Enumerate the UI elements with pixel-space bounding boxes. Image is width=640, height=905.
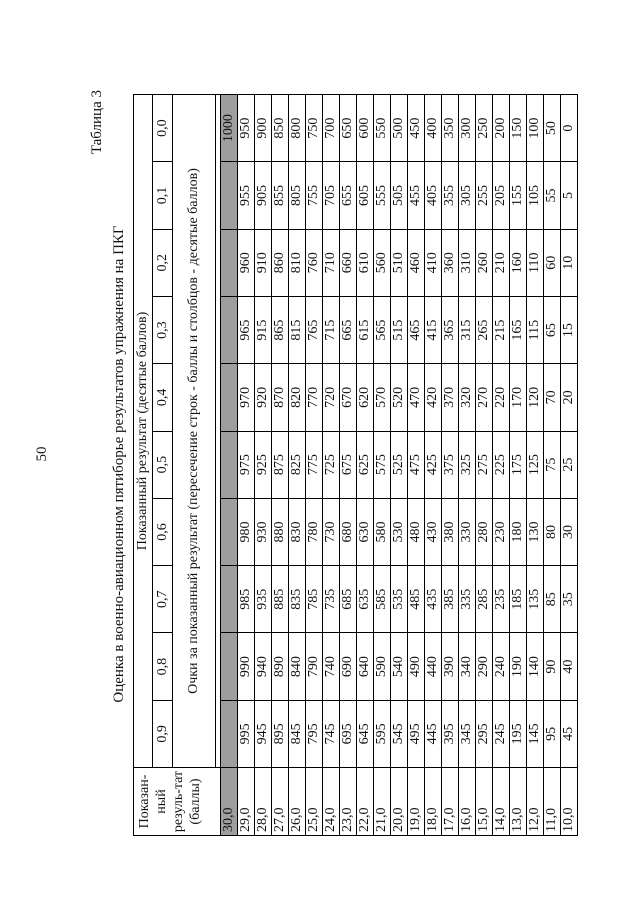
- points-cell: 680: [340, 498, 357, 565]
- row-score-cell: 13,0: [510, 768, 527, 836]
- points-cell: 25: [561, 431, 578, 498]
- points-cell: 650: [340, 95, 357, 162]
- table-row: [459, 95, 476, 836]
- points-cell: 465: [408, 296, 425, 363]
- row-score-cell: 28,0: [255, 768, 272, 836]
- row-score-cell: 29,0: [238, 768, 255, 836]
- points-cell: 645: [357, 700, 374, 767]
- points-cell: 590: [374, 633, 391, 700]
- points-cell: 220: [493, 364, 510, 431]
- row-score-cell: 21,0: [374, 768, 391, 836]
- points-cell: 740: [323, 633, 340, 700]
- points-cell: 790: [306, 633, 323, 700]
- points-cell: 710: [323, 229, 340, 296]
- points-cell: [221, 162, 238, 229]
- points-cell: 50: [544, 95, 561, 162]
- table-row: [561, 95, 578, 836]
- points-cell: 945: [255, 700, 272, 767]
- points-cell: 660: [340, 229, 357, 296]
- points-cell: 400: [425, 95, 442, 162]
- points-cell: 600: [357, 95, 374, 162]
- points-cell: 1000: [221, 95, 238, 162]
- points-cell: 485: [408, 566, 425, 633]
- points-cell: 135: [527, 566, 544, 633]
- points-cell: 880: [272, 498, 289, 565]
- points-cell: 545: [391, 700, 408, 767]
- table-row: [255, 95, 272, 836]
- points-cell: 540: [391, 633, 408, 700]
- points-cell: 260: [476, 229, 493, 296]
- points-cell: 365: [442, 296, 459, 363]
- table-row: [493, 95, 510, 836]
- column-header: 0,0: [153, 95, 173, 162]
- table-row: [323, 95, 340, 836]
- points-cell: 985: [238, 566, 255, 633]
- points-cell: 830: [289, 498, 306, 565]
- points-cell: 350: [442, 95, 459, 162]
- points-cell: 60: [544, 229, 561, 296]
- points-cell: 665: [340, 296, 357, 363]
- row-score-cell: 17,0: [442, 768, 459, 836]
- points-cell: 105: [527, 162, 544, 229]
- rotated-table-block: [85, 84, 576, 844]
- points-cell: 115: [527, 296, 544, 363]
- points-cell: 725: [323, 431, 340, 498]
- points-cell: 770: [306, 364, 323, 431]
- points-cell: 70: [544, 364, 561, 431]
- points-cell: [221, 431, 238, 498]
- points-cell: 475: [408, 431, 425, 498]
- points-cell: 935: [255, 566, 272, 633]
- points-cell: 15: [561, 296, 578, 363]
- points-cell: 75: [544, 431, 561, 498]
- points-cell: 130: [527, 498, 544, 565]
- points-cell: 705: [323, 162, 340, 229]
- points-cell: 780: [306, 498, 323, 565]
- points-cell: 915: [255, 296, 272, 363]
- row-score-cell: 26,0: [289, 768, 306, 836]
- points-cell: 895: [272, 700, 289, 767]
- points-cell: 35: [561, 566, 578, 633]
- table-row: [425, 95, 442, 836]
- points-cell: 965: [238, 296, 255, 363]
- table-row: [221, 95, 238, 836]
- points-cell: 170: [510, 364, 527, 431]
- points-cell: 605: [357, 162, 374, 229]
- points-cell: 530: [391, 498, 408, 565]
- table-row: [544, 95, 561, 836]
- table-row: [306, 95, 323, 836]
- points-cell: 905: [255, 162, 272, 229]
- points-cell: 900: [255, 95, 272, 162]
- points-cell: 425: [425, 431, 442, 498]
- points-cell: 45: [561, 700, 578, 767]
- points-cell: 455: [408, 162, 425, 229]
- points-cell: 80: [544, 498, 561, 565]
- points-cell: 450: [408, 95, 425, 162]
- points-cell: 255: [476, 162, 493, 229]
- points-cell: 380: [442, 498, 459, 565]
- points-cell: 565: [374, 296, 391, 363]
- points-cell: 625: [357, 431, 374, 498]
- row-score-cell: 23,0: [340, 768, 357, 836]
- points-cell: 385: [442, 566, 459, 633]
- points-cell: 330: [459, 498, 476, 565]
- table-row: [238, 95, 255, 836]
- points-cell: [221, 700, 238, 767]
- points-cell: 230: [493, 498, 510, 565]
- points-cell: 825: [289, 431, 306, 498]
- points-cell: 180: [510, 498, 527, 565]
- points-cell: 975: [238, 431, 255, 498]
- points-cell: 930: [255, 498, 272, 565]
- points-cell: 110: [527, 229, 544, 296]
- points-cell: 30: [561, 498, 578, 565]
- points-cell: 490: [408, 633, 425, 700]
- points-cell: 90: [544, 633, 561, 700]
- row-score-cell: 24,0: [323, 768, 340, 836]
- group-header: Показанный результат (десятые баллов): [134, 95, 153, 768]
- table-row: [374, 95, 391, 836]
- points-cell: 85: [544, 566, 561, 633]
- points-cell: 805: [289, 162, 306, 229]
- points-cell: 390: [442, 633, 459, 700]
- points-cell: 95: [544, 700, 561, 767]
- points-cell: 820: [289, 364, 306, 431]
- row-score-cell: 18,0: [425, 768, 442, 836]
- row-score-cell: 30,0: [221, 768, 238, 836]
- points-cell: 560: [374, 229, 391, 296]
- table-row: [289, 95, 306, 836]
- points-cell: 55: [544, 162, 561, 229]
- table-row: [510, 95, 527, 836]
- points-cell: 980: [238, 498, 255, 565]
- points-cell: 320: [459, 364, 476, 431]
- points-cell: 585: [374, 566, 391, 633]
- column-header: 0,7: [153, 566, 173, 633]
- points-cell: 835: [289, 566, 306, 633]
- points-cell: 145: [527, 700, 544, 767]
- column-header: 0,6: [153, 498, 173, 565]
- points-cell: 0: [561, 95, 578, 162]
- points-cell: 345: [459, 700, 476, 767]
- points-cell: [221, 498, 238, 565]
- points-cell: 630: [357, 498, 374, 565]
- points-cell: 420: [425, 364, 442, 431]
- points-cell: 925: [255, 431, 272, 498]
- column-header: 0,1: [153, 162, 173, 229]
- row-score-cell: 10,0: [561, 768, 578, 836]
- points-cell: 550: [374, 95, 391, 162]
- row-score-cell: 12,0: [527, 768, 544, 836]
- points-cell: 655: [340, 162, 357, 229]
- points-cell: 800: [289, 95, 306, 162]
- points-cell: 395: [442, 700, 459, 767]
- table-label: Таблица 3: [89, 90, 105, 155]
- points-cell: 285: [476, 566, 493, 633]
- points-cell: 120: [527, 364, 544, 431]
- points-cell: 435: [425, 566, 442, 633]
- points-cell: 685: [340, 566, 357, 633]
- row-score-cell: 22,0: [357, 768, 374, 836]
- points-cell: 885: [272, 566, 289, 633]
- points-cell: 775: [306, 431, 323, 498]
- table-row: [357, 95, 374, 836]
- points-cell: 185: [510, 566, 527, 633]
- points-cell: 735: [323, 566, 340, 633]
- points-cell: 355: [442, 162, 459, 229]
- points-cell: [221, 566, 238, 633]
- points-cell: 335: [459, 566, 476, 633]
- points-cell: 510: [391, 229, 408, 296]
- column-header: 0,8: [153, 633, 173, 700]
- points-cell: 460: [408, 229, 425, 296]
- points-cell: 375: [442, 431, 459, 498]
- points-cell: 165: [510, 296, 527, 363]
- table-row: [272, 95, 289, 836]
- points-cell: 695: [340, 700, 357, 767]
- points-cell: 555: [374, 162, 391, 229]
- points-cell: 920: [255, 364, 272, 431]
- row-score-cell: 27,0: [272, 768, 289, 836]
- points-cell: 845: [289, 700, 306, 767]
- points-cell: 215: [493, 296, 510, 363]
- row-score-cell: 15,0: [476, 768, 493, 836]
- points-cell: 160: [510, 229, 527, 296]
- points-cell: 865: [272, 296, 289, 363]
- points-cell: 290: [476, 633, 493, 700]
- points-cell: 325: [459, 431, 476, 498]
- points-cell: 495: [408, 700, 425, 767]
- points-cell: 940: [255, 633, 272, 700]
- points-cell: 300: [459, 95, 476, 162]
- points-cell: 480: [408, 498, 425, 565]
- points-cell: 755: [306, 162, 323, 229]
- points-cell: 675: [340, 431, 357, 498]
- table-row: [442, 95, 459, 836]
- points-cell: 275: [476, 431, 493, 498]
- points-cell: 955: [238, 162, 255, 229]
- points-cell: 20: [561, 364, 578, 431]
- points-cell: 65: [544, 296, 561, 363]
- column-header: 0,5: [153, 431, 173, 498]
- points-cell: [221, 364, 238, 431]
- points-cell: 235: [493, 566, 510, 633]
- points-cell: 635: [357, 566, 374, 633]
- points-cell: 10: [561, 229, 578, 296]
- page-number: 50: [33, 446, 50, 462]
- points-cell: 720: [323, 364, 340, 431]
- points-cell: 795: [306, 700, 323, 767]
- points-cell: 140: [527, 633, 544, 700]
- points-cell: 690: [340, 633, 357, 700]
- points-cell: 750: [306, 95, 323, 162]
- points-cell: 535: [391, 566, 408, 633]
- points-cell: 950: [238, 95, 255, 162]
- points-cell: 580: [374, 498, 391, 565]
- points-cell: 765: [306, 296, 323, 363]
- table-row: [527, 95, 544, 836]
- row-score-cell: 19,0: [408, 768, 425, 836]
- points-cell: 315: [459, 296, 476, 363]
- points-cell: 340: [459, 633, 476, 700]
- points-cell: 305: [459, 162, 476, 229]
- points-cell: 570: [374, 364, 391, 431]
- points-cell: 875: [272, 431, 289, 498]
- column-header: 0,2: [153, 229, 173, 296]
- points-cell: 615: [357, 296, 374, 363]
- points-cell: 200: [493, 95, 510, 162]
- points-cell: 370: [442, 364, 459, 431]
- points-cell: 515: [391, 296, 408, 363]
- points-cell: 225: [493, 431, 510, 498]
- points-cell: 245: [493, 700, 510, 767]
- points-cell: [221, 296, 238, 363]
- points-cell: 995: [238, 700, 255, 767]
- points-cell: 960: [238, 229, 255, 296]
- points-cell: 430: [425, 498, 442, 565]
- points-cell: 870: [272, 364, 289, 431]
- points-cell: 890: [272, 633, 289, 700]
- points-cell: 100: [527, 95, 544, 162]
- points-cell: 745: [323, 700, 340, 767]
- points-cell: 575: [374, 431, 391, 498]
- points-cell: 525: [391, 431, 408, 498]
- points-cell: 440: [425, 633, 442, 700]
- points-cell: 815: [289, 296, 306, 363]
- points-cell: 405: [425, 162, 442, 229]
- points-cell: 155: [510, 162, 527, 229]
- column-header: 0,9: [153, 700, 173, 767]
- table-row: [340, 95, 357, 836]
- row-score-cell: 11,0: [544, 768, 561, 836]
- points-cell: 270: [476, 364, 493, 431]
- points-cell: 125: [527, 431, 544, 498]
- points-cell: 840: [289, 633, 306, 700]
- points-cell: 810: [289, 229, 306, 296]
- points-cell: 415: [425, 296, 442, 363]
- points-cell: 785: [306, 566, 323, 633]
- column-header: 0,4: [153, 364, 173, 431]
- row-score-cell: 16,0: [459, 768, 476, 836]
- points-cell: 610: [357, 229, 374, 296]
- points-cell: 195: [510, 700, 527, 767]
- table-title: Оценка в военно-авиационном пятиборье результатов упражнения на ПКГ: [111, 225, 127, 703]
- table-row: [476, 95, 493, 836]
- points-cell: 860: [272, 229, 289, 296]
- points-cell: 470: [408, 364, 425, 431]
- points-cell: 970: [238, 364, 255, 431]
- points-cell: 150: [510, 95, 527, 162]
- points-cell: 670: [340, 364, 357, 431]
- points-cell: [221, 229, 238, 296]
- row-score-cell: 20,0: [391, 768, 408, 836]
- row-header: Показан-ный резуль-тат (баллы): [134, 768, 221, 836]
- points-cell: 500: [391, 95, 408, 162]
- score-table: [133, 94, 578, 836]
- points-cell: 640: [357, 633, 374, 700]
- points-cell: 240: [493, 633, 510, 700]
- column-header: 0,3: [153, 296, 173, 363]
- table-subheader: Очки за показанный результат (пересечение строк - баллы и столбцов - десятые баллов): [173, 95, 216, 768]
- row-score-cell: 25,0: [306, 768, 323, 836]
- points-cell: 715: [323, 296, 340, 363]
- points-cell: 520: [391, 364, 408, 431]
- points-cell: 700: [323, 95, 340, 162]
- points-cell: 250: [476, 95, 493, 162]
- points-cell: [221, 633, 238, 700]
- table-row: [391, 95, 408, 836]
- points-cell: 850: [272, 95, 289, 162]
- points-cell: 855: [272, 162, 289, 229]
- points-cell: 205: [493, 162, 510, 229]
- points-cell: 190: [510, 633, 527, 700]
- points-cell: 360: [442, 229, 459, 296]
- points-cell: 210: [493, 229, 510, 296]
- points-cell: 310: [459, 229, 476, 296]
- points-cell: 280: [476, 498, 493, 565]
- points-cell: 990: [238, 633, 255, 700]
- points-cell: 445: [425, 700, 442, 767]
- points-cell: 595: [374, 700, 391, 767]
- points-cell: 620: [357, 364, 374, 431]
- points-cell: 265: [476, 296, 493, 363]
- points-cell: 40: [561, 633, 578, 700]
- points-cell: 295: [476, 700, 493, 767]
- points-cell: 175: [510, 431, 527, 498]
- points-cell: 505: [391, 162, 408, 229]
- table-row: [408, 95, 425, 836]
- points-cell: 910: [255, 229, 272, 296]
- points-cell: 410: [425, 229, 442, 296]
- row-score-cell: 14,0: [493, 768, 510, 836]
- points-cell: 760: [306, 229, 323, 296]
- points-cell: 5: [561, 162, 578, 229]
- points-cell: 730: [323, 498, 340, 565]
